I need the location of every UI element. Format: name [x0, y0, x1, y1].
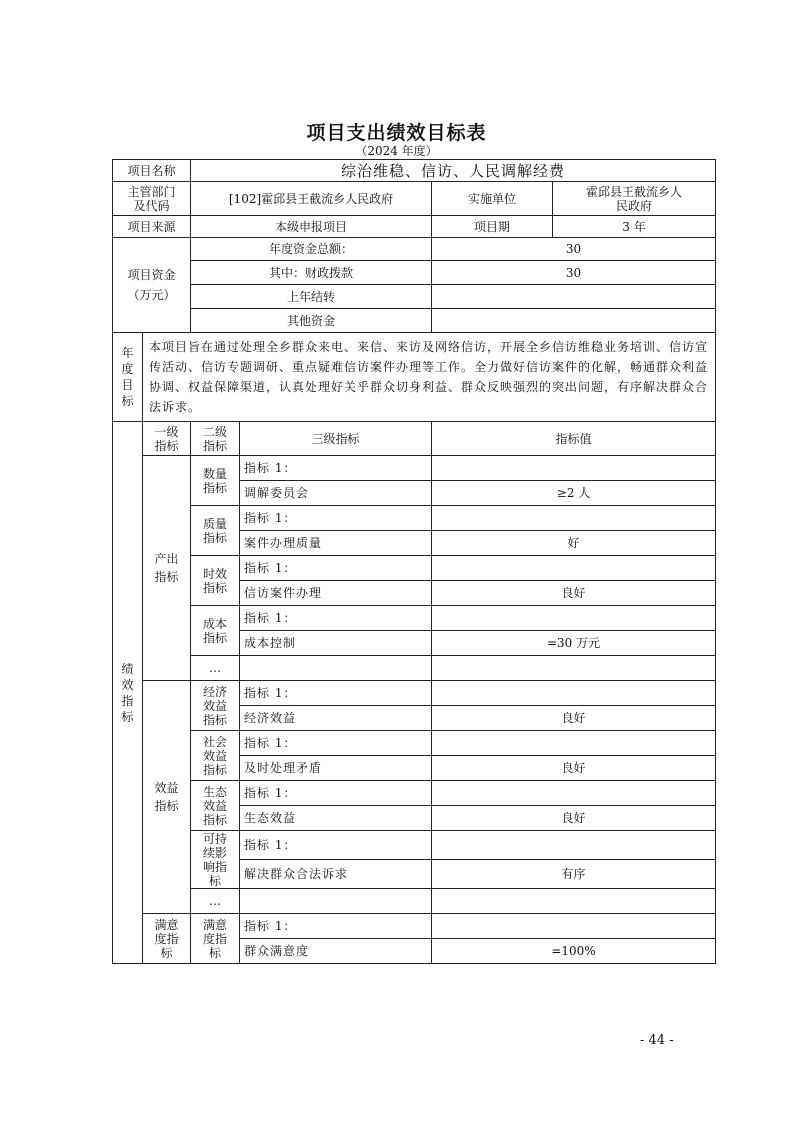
- table-row: [113, 831, 716, 860]
- satisfaction-value: =100%: [432, 939, 716, 964]
- source-label: 项目来源: [113, 216, 191, 238]
- table-row: [113, 261, 716, 285]
- performance-target-table: [112, 159, 716, 964]
- table-row: [113, 160, 716, 182]
- indicator-1-label: 指标 1：: [240, 681, 432, 706]
- fiscal-funds-label: 其中：财政拨款: [191, 261, 432, 285]
- table-title: 项目支出绩效目标表: [306, 122, 487, 144]
- benefit-indicator-label: 效益 指标: [143, 681, 191, 914]
- economic-benefit-name: 经济效益: [240, 706, 432, 731]
- table-row: [113, 914, 716, 939]
- level2-header: 二级 指标: [191, 422, 240, 456]
- satisfaction-name: 群众满意度: [240, 939, 432, 964]
- fiscal-funds-value: 30: [432, 261, 716, 285]
- quantity-indicator-label: 数量 指标: [191, 456, 240, 506]
- sustainability-value: 有序: [432, 860, 716, 889]
- dept-label: 主管部门 及代码: [113, 182, 191, 216]
- social-benefit-value: 良好: [432, 756, 716, 781]
- indicator-1-label: 指标 1：: [240, 456, 432, 481]
- quantity-value: ≥2 人: [432, 481, 716, 506]
- indicator-1-value: [432, 506, 716, 531]
- page-number: - 44 -: [640, 1033, 674, 1048]
- quality-indicator-label: 质量 指标: [191, 506, 240, 556]
- benefit-ellipsis: …: [191, 889, 240, 914]
- table-row: [113, 506, 716, 531]
- economic-benefit-label: 经济 效益 指标: [191, 681, 240, 731]
- empty-cell: [240, 656, 432, 681]
- indicator-1-label: 指标 1：: [240, 556, 432, 581]
- table-row: [113, 889, 716, 914]
- table-row: [113, 456, 716, 481]
- other-funds-label: 其他资金: [191, 309, 432, 333]
- carryover-value: [432, 285, 716, 309]
- impl-unit-label: 实施单位: [432, 182, 553, 216]
- period-value: 3 年: [553, 216, 716, 238]
- indicator-1-label: 指标 1：: [240, 831, 432, 860]
- quality-value: 好: [432, 531, 716, 556]
- indicator-1-label: 指标 1：: [240, 606, 432, 631]
- indicator-1-value: [432, 456, 716, 481]
- indicator-1-value: [432, 781, 716, 806]
- carryover-label: 上年结转: [191, 285, 432, 309]
- empty-cell: [432, 656, 716, 681]
- timeliness-indicator-label: 时效 指标: [191, 556, 240, 606]
- table-row: [113, 333, 716, 422]
- indicator-1-value: [432, 606, 716, 631]
- indicator-1-label: 指标 1：: [240, 914, 432, 939]
- timeliness-name: 信访案件办理: [240, 581, 432, 606]
- indicator-1-label: 指标 1：: [240, 781, 432, 806]
- indicator-1-value: [432, 831, 716, 860]
- project-name-value: 综治维稳、信访、人民调解经费: [191, 160, 716, 182]
- indicator-1-value: [432, 914, 716, 939]
- table-row: [113, 182, 716, 216]
- indicator-1-value: [432, 556, 716, 581]
- table-subtitle: （2024 年度）: [355, 144, 438, 158]
- total-funds-label: 年度资金总额：: [191, 238, 432, 261]
- empty-cell: [432, 889, 716, 914]
- economic-benefit-value: 良好: [432, 706, 716, 731]
- table-row: [113, 656, 716, 681]
- table-row: [113, 556, 716, 581]
- table-row: [113, 309, 716, 333]
- ecological-benefit-value: 良好: [432, 806, 716, 831]
- value-header: 指标值: [432, 422, 716, 456]
- indicator-1-value: [432, 681, 716, 706]
- sustainability-label: 可持 续影 响指 标: [191, 831, 240, 889]
- table-row: [113, 781, 716, 806]
- table-row: [113, 238, 716, 261]
- table-row: [113, 681, 716, 706]
- dept-value: [102]霍邱县王截流乡人民政府: [191, 182, 432, 216]
- cost-name: 成本控制: [240, 631, 432, 656]
- level3-header: 三级指标: [240, 422, 432, 456]
- indicator-1-label: 指标 1：: [240, 731, 432, 756]
- quality-name: 案件办理质量: [240, 531, 432, 556]
- cost-value: =30 万元: [432, 631, 716, 656]
- quantity-name: 调解委员会: [240, 481, 432, 506]
- performance-label: 绩 效 指 标: [113, 422, 143, 964]
- satisfaction-indicator-label: 满意 度指 标: [143, 914, 191, 964]
- period-label: 项目期: [432, 216, 553, 238]
- impl-unit-value: 霍邱县王截流乡人 民政府: [553, 182, 716, 216]
- ecological-benefit-name: 生态效益: [240, 806, 432, 831]
- social-benefit-name: 及时处理矛盾: [240, 756, 432, 781]
- other-funds-value: [432, 309, 716, 333]
- project-name-label: 项目名称: [113, 160, 191, 182]
- empty-cell: [240, 889, 432, 914]
- social-benefit-label: 社会 效益 指标: [191, 731, 240, 781]
- cost-indicator-label: 成本 指标: [191, 606, 240, 656]
- table-row: [113, 731, 716, 756]
- total-funds-value: 30: [432, 238, 716, 261]
- output-indicator-label: 产出 指标: [143, 456, 191, 681]
- table-row: [113, 216, 716, 238]
- level1-header: 一级 指标: [143, 422, 191, 456]
- funds-label: 项目资金 （万元）: [113, 238, 191, 333]
- indicator-1-label: 指标 1：: [240, 506, 432, 531]
- table-row: [113, 422, 716, 456]
- output-ellipsis: …: [191, 656, 240, 681]
- table-row: [113, 285, 716, 309]
- table-row: [113, 606, 716, 631]
- timeliness-value: 良好: [432, 581, 716, 606]
- source-value: 本级申报项目: [191, 216, 432, 238]
- annual-goal-label: 年 度 目 标: [113, 333, 143, 422]
- indicator-1-value: [432, 731, 716, 756]
- annual-goal-text: 本项目旨在通过处理全乡群众来电、来信、来访及网络信访，开展全乡信访维稳业务培训、信访宣传活动、信访专题调研、重点疑难信访案件办理等工作。全力做好信访案件的化解，畅通群众利益协调、权益保障渠道，认真处理好关乎群众切身利益、群众反映强烈的突出问题，有序解决群众合法诉求。: [143, 333, 716, 422]
- ecological-benefit-label: 生态 效益 指标: [191, 781, 240, 831]
- satisfaction-sub-label: 满意 度指 标: [191, 914, 240, 964]
- sustainability-name: 解决群众合法诉求: [240, 860, 432, 889]
